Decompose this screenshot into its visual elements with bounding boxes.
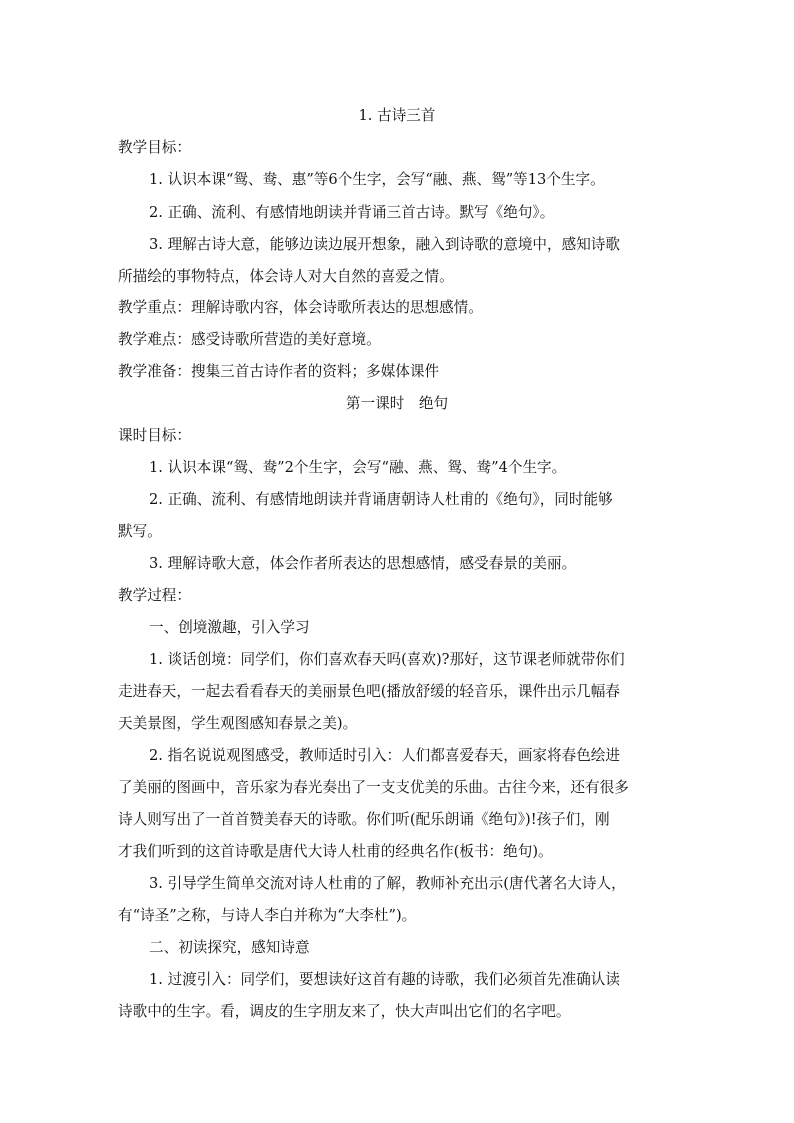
s1-p1-line-2: 走进春天，一起去看看春天的美丽景色吧(播放舒缓的轻音乐，课件出示几幅春 <box>118 683 620 700</box>
s2-p1-line-1: 1. 过渡引入：同学们，要想读好这首有趣的诗歌，我们必须首先准确认读 <box>149 971 620 988</box>
s2-p1-line-2: 诗歌中的生字。看，调皮的生字朋友来了，快大声叫出它们的名字吧。 <box>118 1003 571 1020</box>
objective-3-line-1: 3. 理解古诗大意，能够边读边展开想象，融入到诗歌的意境中，感知诗歌 <box>149 236 620 253</box>
objective-1: 1. 认识本课“鸳、鸯、惠”等6个生字，会写“融、燕、鸳”等13个生字。 <box>149 171 605 188</box>
lesson-title: 第一课时 绝句 <box>345 395 449 412</box>
s1-p1-line-1: 1. 谈话创境：同学们，你们喜欢春天吗(喜欢)?那好，这节课老师就带你们 <box>149 651 625 668</box>
s1-p2-line-2: 了美丽的图画中，音乐家为春光奏出了一支支优美的乐曲。古往今来，还有很多 <box>118 779 629 796</box>
objectives-heading: 教学目标： <box>118 139 191 156</box>
lesson-objectives-heading: 课时目标： <box>118 427 191 444</box>
lesson-objective-3: 3. 理解诗歌大意，体会作者所表达的思想感情，感受春景的美丽。 <box>149 555 577 572</box>
lesson-objective-1: 1. 认识本课“鸳、鸯”2个生字，会写“融、燕、鸳、鸯”4个生字。 <box>149 459 567 476</box>
lesson-objective-2-line-2: 默写。 <box>118 523 162 540</box>
objective-3-line-2: 所描绘的事物特点，体会诗人对大自然的喜爱之情。 <box>118 268 454 285</box>
s1-p3-line-2: 有“诗圣”之称，与诗人李白并称为“大李杜”)。 <box>118 907 417 924</box>
section-1-title: 一、创境激趣，引入学习 <box>149 619 310 636</box>
difficulty: 教学难点：感受诗歌所营造的美好意境。 <box>118 331 381 348</box>
lesson-objective-2-line-1: 2. 正确、流利、有感情地朗读并背诵唐朝诗人杜甫的《绝句》，同时能够 <box>149 491 613 508</box>
s1-p1-line-3: 天美景图，学生观图感知春景之美)。 <box>118 715 358 732</box>
document-title: 1. 古诗三首 <box>358 107 436 124</box>
s1-p2-line-1: 2. 指名说说观图感受，教师适时引入：人们都喜爱春天，画家将春色绘进 <box>149 747 620 764</box>
s1-p3-line-1: 3. 引导学生简单交流对诗人杜甫的了解，教师补充出示(唐代著名大诗人， <box>149 875 626 892</box>
key-point: 教学重点：理解诗歌内容，体会诗歌所表达的思想感情。 <box>118 299 483 316</box>
s1-p2-line-4: 才我们听到的这首诗歌是唐代大诗人杜甫的经典名作(板书：绝句)。 <box>118 843 553 860</box>
preparation: 教学准备：搜集三首古诗作者的资料；多媒体课件 <box>118 363 440 380</box>
s1-p2-line-3: 诗人则写出了一首首赞美春天的诗歌。你们听(配乐朗诵《绝句》)!孩子们，刚 <box>118 811 610 828</box>
section-2-title: 二、初读探究，感知诗意 <box>149 939 310 956</box>
objective-2: 2. 正确、流利、有感情地朗读并背诵三首古诗。默写《绝句》。 <box>149 204 555 221</box>
process-heading: 教学过程： <box>118 587 191 604</box>
